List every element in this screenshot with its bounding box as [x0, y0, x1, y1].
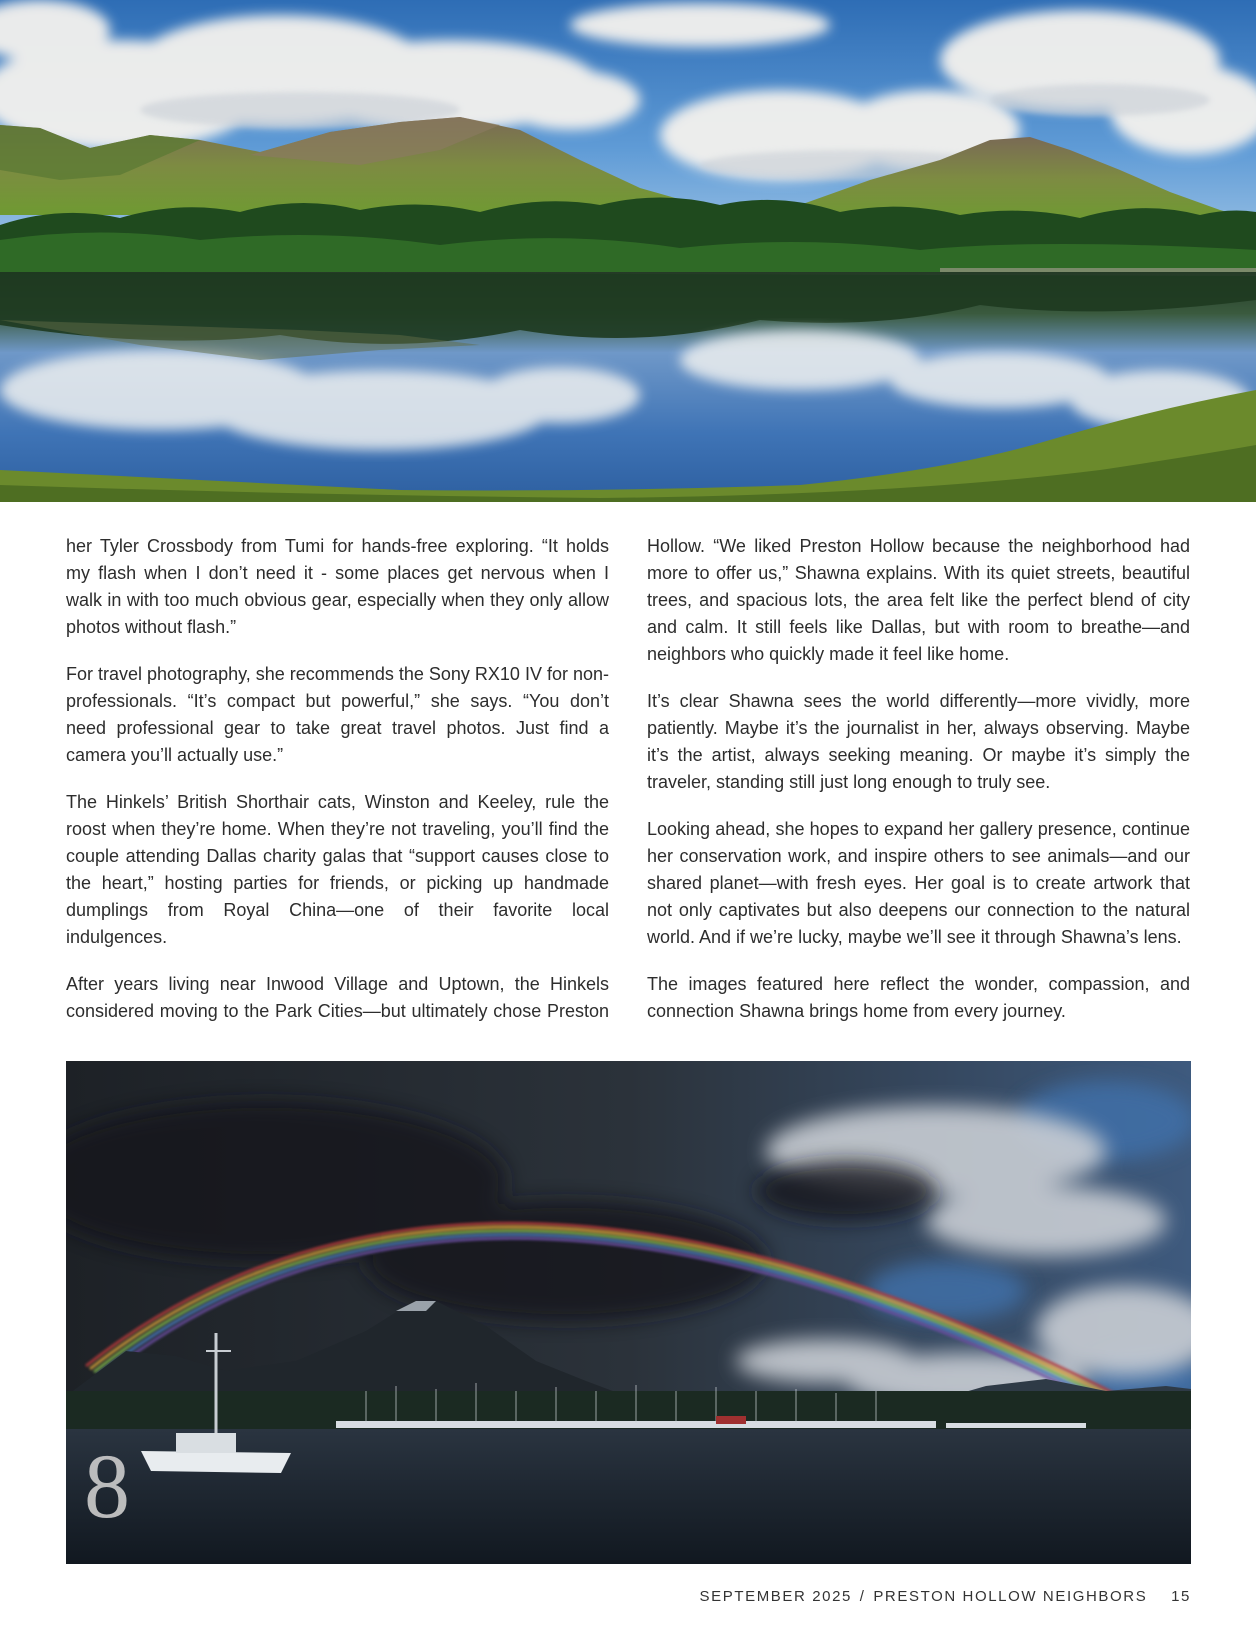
- article-column-right: [647, 533, 1190, 1045]
- lake-mountain-photo: [0, 0, 1256, 502]
- paragraph: Looking ahead, she hopes to expand her gallery presence, continue her conservation work, and inspire others to see animals—and our shared planet—with fresh eyes. Her goal is to create artwork that not only captivates but also deepens our connection to the natural world. And if we’re lucky, maybe we’ll see it through Shawna’s lens.: [647, 819, 1190, 947]
- paragraph: her Tyler Crossbody from Tumi for hands-free exploring. “It holds my flash when I don’t need it - some places get nervous when I walk in with too much obvious gear, especially when they only allow photos without flash.”: [66, 536, 609, 637]
- paragraph: After years living near Inwood Village and Uptown, the Hinkels considered moving to the Park Cities—but ultimately chose Preston: [66, 974, 609, 1021]
- paragraph: The images featured here reflect the wonder, compassion, and connection Shawna brings home from every journey.: [647, 974, 1190, 1021]
- issue-date: SEPTEMBER 2025: [699, 1588, 852, 1605]
- paragraph: It’s clear Shawna sees the world differently—more vividly, more patiently. Maybe it’s the journalist in her, always observing. Maybe it’s the artist, always seeking meaning. Or maybe it’s simply the traveler, standing still just long enough to truly see.: [647, 691, 1190, 792]
- publication-name: PRESTON HOLLOW NEIGHBORS: [873, 1588, 1148, 1605]
- paragraph: Hollow. “We liked Preston Hollow because the neighborhood had more to offer us,” Shawna explains. With its quiet streets, beautiful trees, and spacious lots, the area felt like the perfect blend of city and calm. It still feels like Dallas, but with room to breathe—and neighbors who quickly made it feel like home.: [647, 536, 1190, 664]
- page-footer: [700, 1588, 1191, 1605]
- article-column-left: [66, 533, 609, 1045]
- footer-separator: /: [859, 1588, 866, 1605]
- photo-number: 8: [84, 1435, 130, 1537]
- paragraph: For travel photography, she recommends the Sony RX10 IV for non-professionals. “It’s compact but powerful,” she says. “You don’t need professional gear to take great travel photos. Just find a camera you’ll actually use.”: [66, 664, 609, 765]
- page-number: 15: [1171, 1588, 1191, 1605]
- paragraph: The Hinkels’ British Shorthair cats, Winston and Keeley, rule the roost when they’re home. When they’re not traveling, you’ll find the couple attending Dallas charity galas that “support causes close to the heart,” hosting parties for friends, or picking up handmade dumplings from Royal China—one of their favorite local indulgences.: [66, 792, 609, 947]
- rainbow-harbor-photo: [66, 1061, 1191, 1564]
